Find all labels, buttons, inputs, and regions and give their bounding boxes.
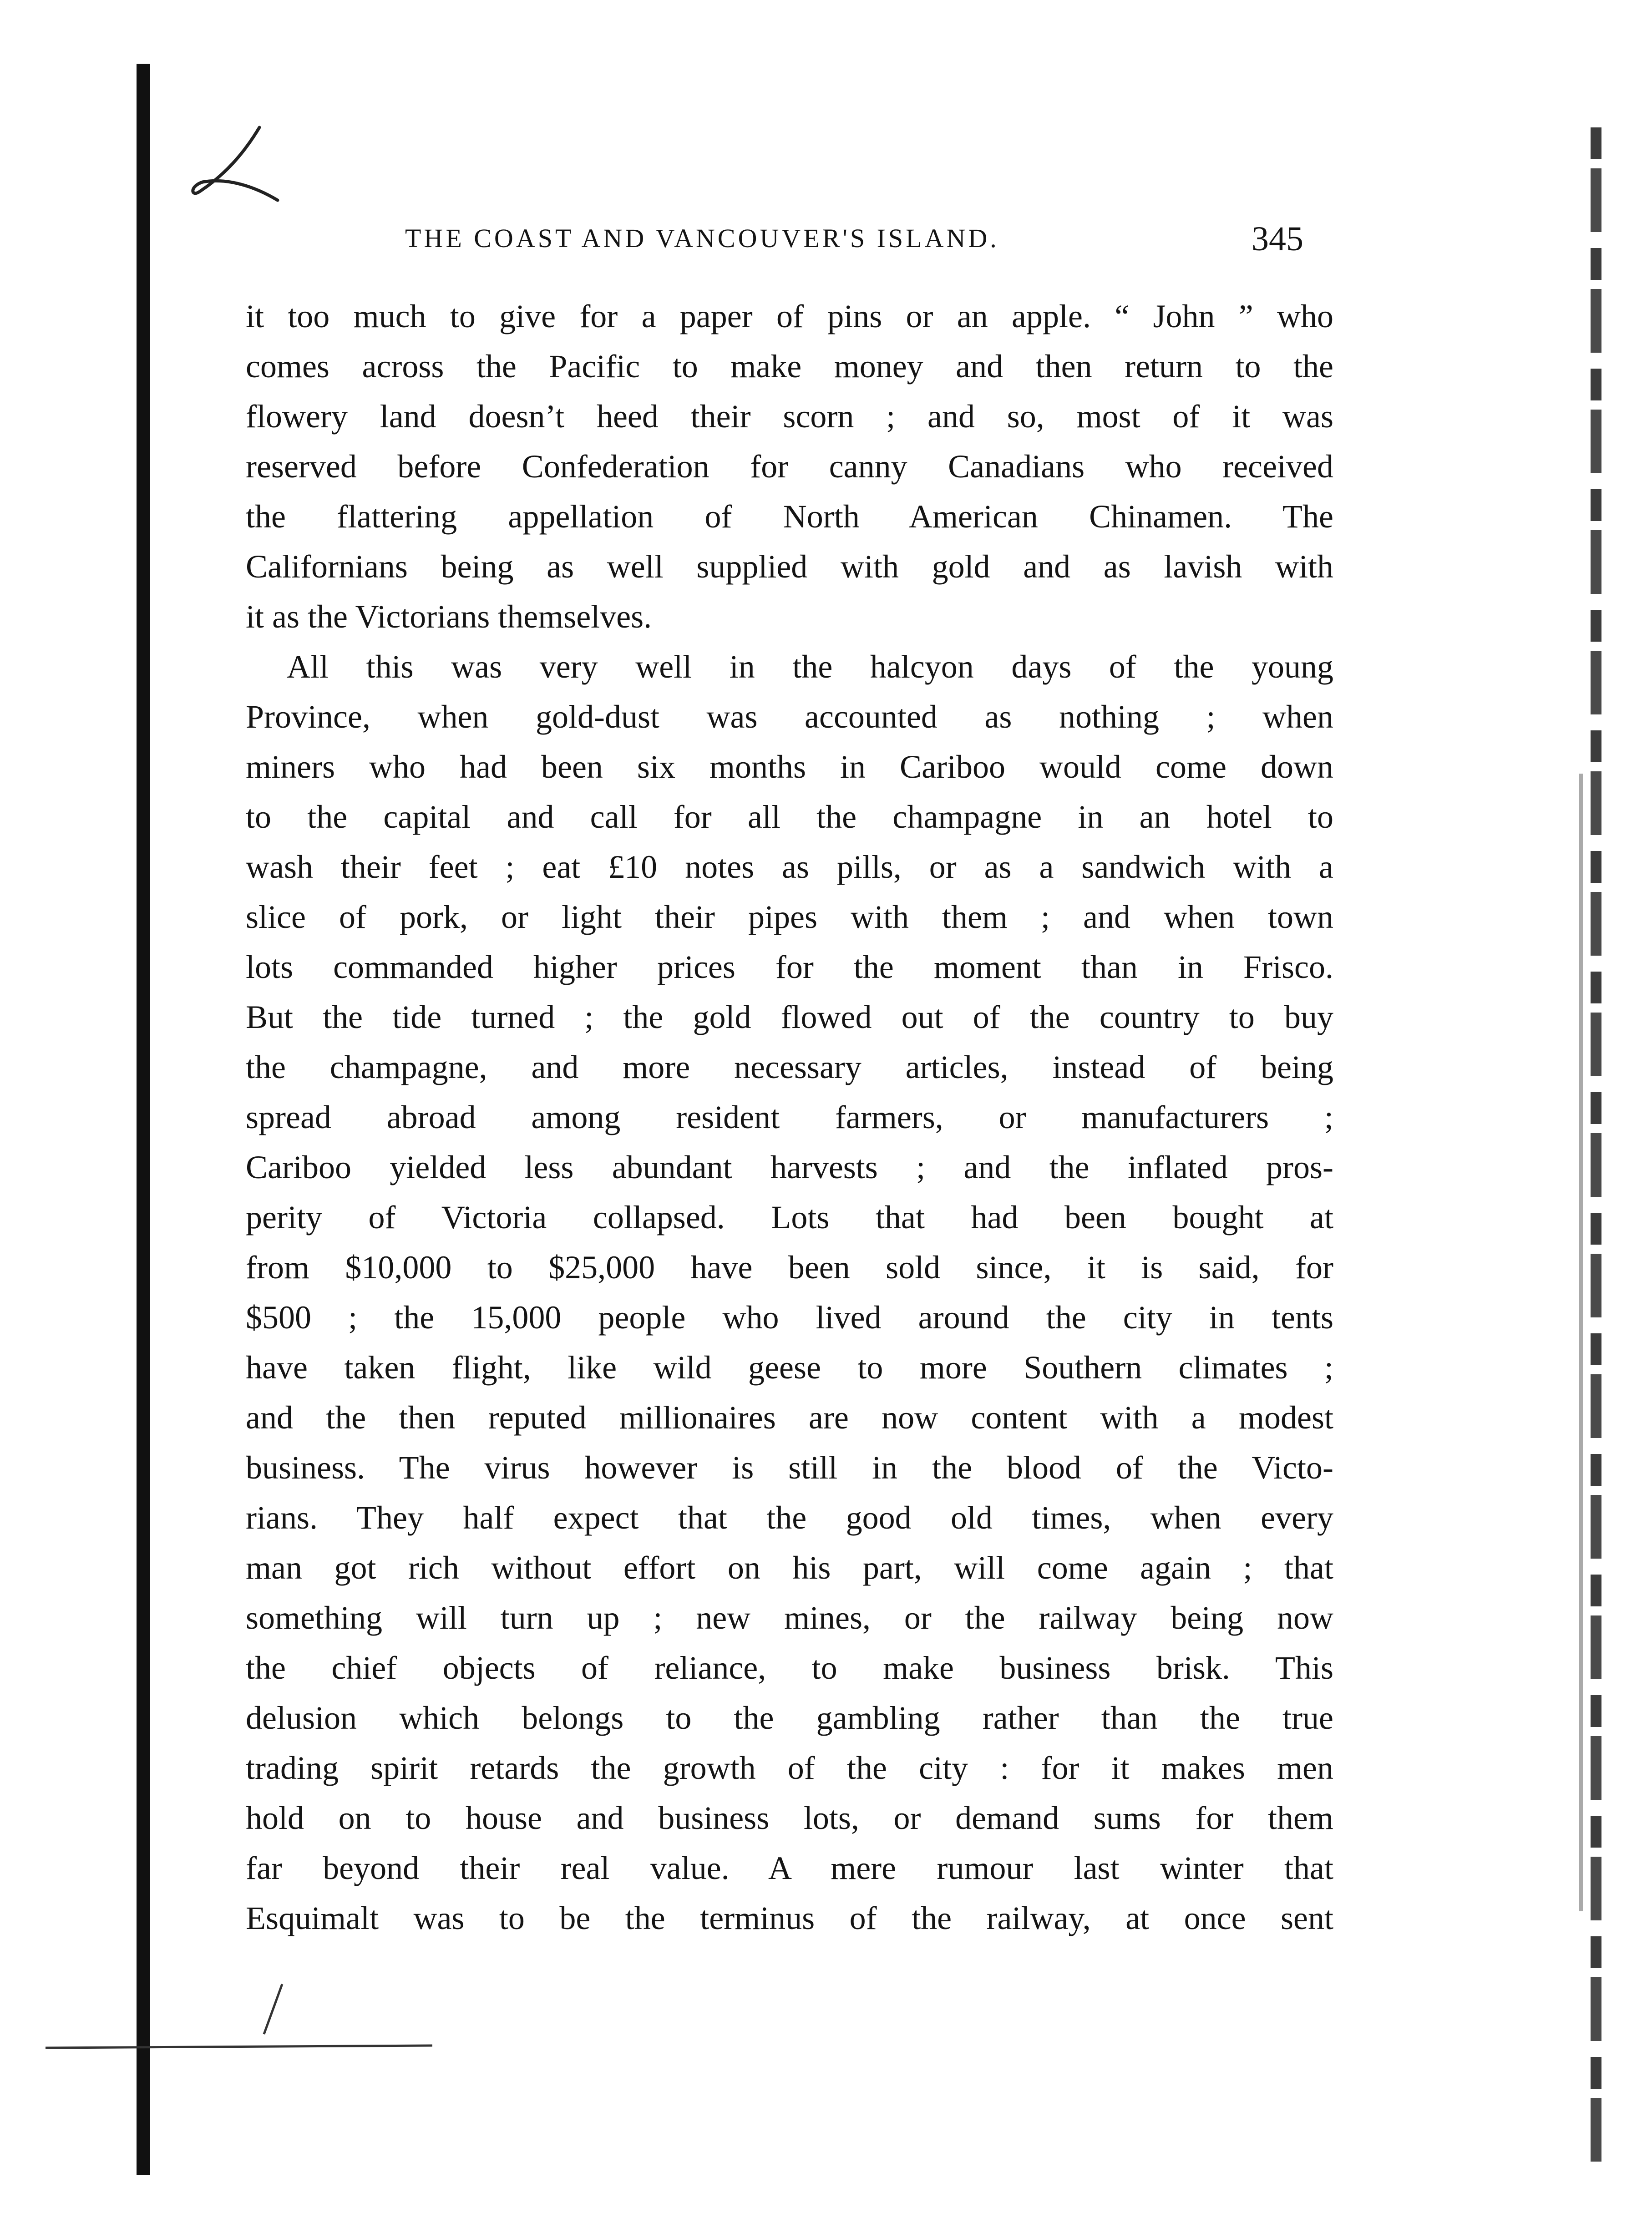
text-line: it as the Victorians themselves. <box>246 598 652 635</box>
text-line: far beyond their real value. A mere rumour last winter that <box>246 1850 1333 1886</box>
text-line: Cariboo yielded less abundant harvests ; and the inflated pros- <box>246 1149 1333 1185</box>
text-line: have taken flight, like wild geese to more Southern climates ; <box>246 1349 1333 1386</box>
paragraph-first-line: All this was very well in the halcyon days of the young <box>287 648 1333 685</box>
text-line: perity of Victoria collapsed. Lots that had been bought at <box>246 1199 1333 1236</box>
text-line: But the tide turned ; the gold flowed out of the country to buy <box>246 999 1333 1035</box>
text-line: spread abroad among resident farmers, or manufacturers ; <box>246 1099 1333 1135</box>
text-line: the chief objects of reliance, to make business brisk. This <box>246 1650 1333 1686</box>
running-head <box>237 214 1329 268</box>
right-edge-scan-shadow <box>1579 774 1583 1911</box>
text-line: the champagne, and more necessary articles, instead of being <box>246 1049 1333 1085</box>
text-line: lots commanded higher prices for the moment than in Frisco. <box>246 949 1333 985</box>
pencil-mark-icon <box>182 118 291 228</box>
text-line: $500 ; the 15,000 people who lived around the city in tents <box>246 1299 1333 1336</box>
text-line: man got rich without effort on his part, will come again ; that <box>246 1550 1333 1586</box>
text-line: it too much to give for a paper of pins or an apple. “ John ” who <box>246 298 1333 334</box>
text-line: Province, when gold-dust was accounted as nothing ; when <box>246 699 1333 735</box>
text-line: something will turn up ; new mines, or the railway being now <box>246 1600 1333 1636</box>
text-line: hold on to house and business lots, or demand sums for them <box>246 1800 1333 1836</box>
text-line: and the then reputed millionaires are now content with a modest <box>246 1399 1333 1436</box>
running-title: THE COAST AND VANCOUVER'S ISLAND. <box>405 223 999 253</box>
text-line: the flattering appellation of North American Chinamen. The <box>246 498 1333 535</box>
text-line: Esquimalt was to be the terminus of the railway, at once sent <box>246 1900 1333 1936</box>
page-number: 345 <box>1252 220 1303 258</box>
text-line: trading spirit retards the growth of the city : for it makes men <box>246 1750 1333 1786</box>
text-line: wash their feet ; eat £10 notes as pills, or as a sandwich with a <box>246 849 1333 885</box>
text-line: to the capital and call for all the champagne in an hotel to <box>246 799 1333 835</box>
text-line: from $10,000 to $25,000 have been sold since, it is said, for <box>246 1249 1333 1286</box>
text-line: delusion which belongs to the gambling rather than the true <box>246 1700 1333 1736</box>
text-line: reserved before Confederation for canny Canadians who received <box>246 448 1333 485</box>
text-line: comes across the Pacific to make money and then return to the <box>246 348 1333 385</box>
text-line: miners who had been six months in Cariboo would come down <box>246 749 1333 785</box>
body-text <box>246 291 1333 1984</box>
right-edge-scan-strip <box>1591 127 1601 2175</box>
text-line: business. The virus however is still in the blood of the Victo- <box>246 1449 1333 1486</box>
text-line: Californians being as well supplied with gold and as lavish with <box>246 548 1333 585</box>
text-line: flowery land doesn’t heed their scorn ; and so, most of it was <box>246 398 1333 435</box>
text-line: rians. They half expect that the good old times, when every <box>246 1499 1333 1536</box>
text-line: slice of pork, or light their pipes with them ; and when town <box>246 899 1333 935</box>
binding-edge-bar <box>137 64 150 2175</box>
